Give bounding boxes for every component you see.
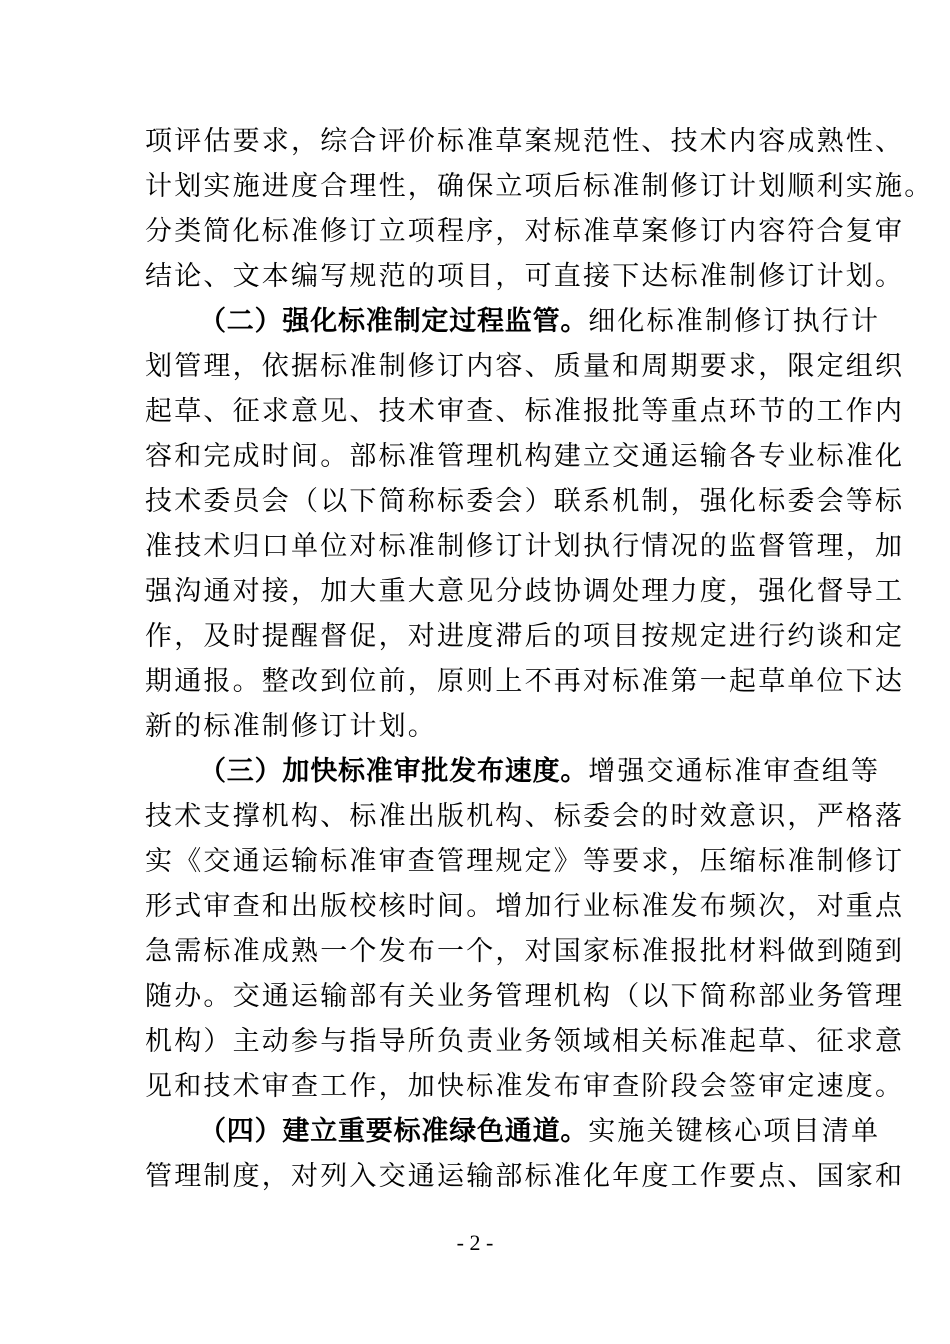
paragraph-line: 急需标准成熟一个发布一个，对国家标准报批材料做到随到: [145, 936, 905, 967]
paragraph-line: 分类简化标准修订立项程序，对标准草案修订内容符合复审: [145, 216, 905, 247]
paragraph-line: 见和技术审查工作，加快标准发布审查阶段会签审定速度。: [145, 1071, 905, 1102]
section-line: [199, 302, 881, 342]
paragraph-line: 计划实施进度合理性，确保立项后标准制修订计划顺利实施。: [145, 171, 934, 202]
paragraph-line: 随办。交通运输部有关业务管理机构（以下简称部业务管理: [145, 981, 905, 1012]
paragraph-line: 技术委员会（以下简称标委会）联系机制，强化标委会等标: [145, 486, 905, 517]
paragraph-line: 结论、文本编写规范的项目，可直接下达标准制修订计划。: [145, 261, 905, 292]
paragraph-line: 形式审查和出版校核时间。增加行业标准发布频次，对重点: [145, 891, 905, 922]
paragraph-line: 项评估要求，综合评价标准草案规范性、技术内容成熟性、: [145, 126, 905, 157]
paragraph-line: 新的标准制修订计划。: [145, 711, 437, 742]
paragraph-line: 期通报。整改到位前，原则上不再对标准第一起草单位下达: [145, 666, 905, 697]
section-heading: （三）加快标准审批发布速度。: [199, 756, 589, 787]
section-line: [199, 752, 881, 792]
section-text: 实施关键核心项目清单: [588, 1116, 881, 1147]
paragraph-line: 划管理，依据标准制修订内容、质量和周期要求，限定组织: [145, 351, 905, 382]
section-line: [199, 1112, 881, 1152]
paragraph-line: 技术支撑机构、标准出版机构、标委会的时效意识，严格落: [145, 801, 905, 832]
page-number: - 2 -: [456, 1230, 494, 1255]
paragraph-line: 容和完成时间。部标准管理机构建立交通运输各专业标准化: [145, 441, 905, 472]
paragraph-line: 强沟通对接，加大重大意见分歧协调处理力度，强化督导工: [145, 576, 905, 607]
section-heading: （二）强化标准制定过程监管。: [199, 306, 589, 337]
paragraph-line: 管理制度，对列入交通运输部标准化年度工作要点、国家和: [145, 1161, 905, 1192]
section-heading: （四）建立重要标准绿色通道。: [199, 1116, 589, 1147]
section-text: 增强交通标准审查组等: [588, 756, 881, 787]
paragraph-line: 准技术归口单位对标准制修订计划执行情况的监督管理，加: [145, 531, 905, 562]
paragraph-line: 机构）主动参与指导所负责业务领域相关标准起草、征求意: [145, 1026, 905, 1057]
paragraph-line: 起草、征求意见、技术审查、标准报批等重点环节的工作内: [145, 396, 905, 427]
paragraph-line: 作，及时提醒督促，对进度滞后的项目按规定进行约谈和定: [145, 621, 905, 652]
paragraph-line: 实《交通运输标准审查管理规定》等要求，压缩标准制修订: [145, 846, 905, 877]
section-text: 细化标准制修订执行计: [588, 306, 881, 337]
